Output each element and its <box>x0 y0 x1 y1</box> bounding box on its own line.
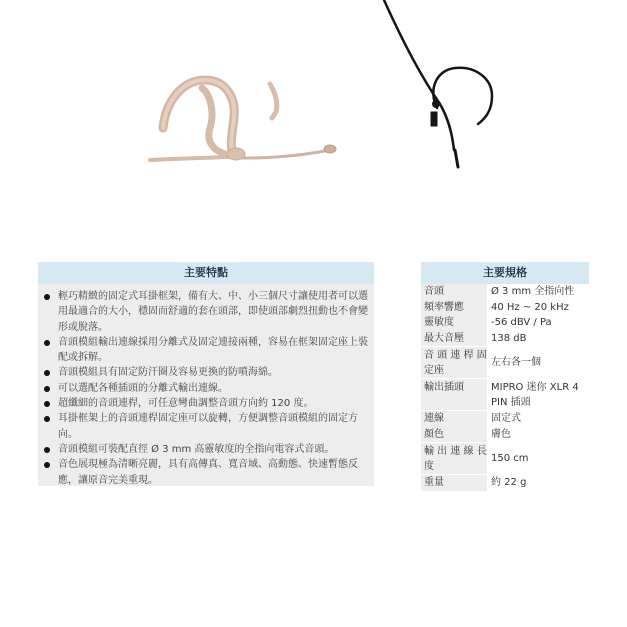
spec-row <box>421 427 589 443</box>
spec-row <box>421 315 589 331</box>
spec-label: 頻率響應 <box>421 300 487 316</box>
earhook-headset-tan-image <box>150 80 336 160</box>
feature-text: 音頭模組可裝配直徑 Ø 3 mm 高靈敏度的全指向電容式音頭。 <box>58 443 335 455</box>
spec-value: 138 dB <box>491 332 527 344</box>
spec-value: Ø 3 mm 全指向性 <box>491 286 575 298</box>
spec-value: -56 dBV / Pa <box>491 317 552 329</box>
feature-text: 輕巧精緻的固定式耳掛框架，備有大、中、小三個尺寸讓使用者可以選用最適合的大小，穩固而舒適的套在頭部，即使頭部劇烈扭動也不會變形或脫落。 <box>58 291 368 333</box>
feature-text: 耳掛框架上的音頭連桿固定座可以旋轉，方便調整音頭模組的固定方向。 <box>58 413 358 440</box>
feature-item <box>42 442 368 457</box>
earhook-headset-black-image <box>384 0 492 167</box>
feature-item <box>42 457 368 488</box>
spec-value: 左右各一個 <box>491 357 541 368</box>
spec-value: 40 Hz ~ 20 kHz <box>491 301 569 313</box>
spec-value: 150 cm <box>491 453 529 464</box>
feature-text: 可以選配各種插頭的分離式輸出連線。 <box>58 382 228 394</box>
spec-label: 顏色 <box>421 427 487 443</box>
feature-item <box>42 365 368 380</box>
spec-label: 靈敏度 <box>421 315 487 331</box>
spec-value: 約 22 g <box>491 477 527 489</box>
spec-row <box>421 331 589 347</box>
spec-value: 固定式 <box>491 413 521 425</box>
product-photos <box>0 0 627 240</box>
specs-panel <box>421 262 589 491</box>
feature-text: 超纖細的音頭連桿，可任意彎曲調整音頭方向約 120 度。 <box>58 398 314 410</box>
bullet-icon <box>44 401 50 407</box>
feature-text: 音色展現極為清晰亮麗，具有高傳真、寬音域、高動態、快速暫態反應，讓原音完美重現。 <box>58 459 358 486</box>
specs-title: 主要規格 <box>421 262 589 284</box>
bullet-icon <box>44 447 50 453</box>
features-list <box>38 284 374 488</box>
spec-label: 連線 <box>421 411 487 427</box>
feature-item <box>42 396 368 411</box>
features-panel <box>38 262 374 486</box>
feature-text: 音頭模組具有固定防汗圈及容易更換的防噴海綿。 <box>58 367 278 379</box>
spec-label: 輸出插頭 <box>421 379 487 410</box>
bullet-icon <box>44 294 50 300</box>
feature-item <box>42 289 368 335</box>
bullet-icon <box>44 370 50 376</box>
spec-row <box>421 379 589 410</box>
spec-row <box>421 411 589 427</box>
spec-label: 最大音壓 <box>421 331 487 347</box>
feature-item <box>42 335 368 366</box>
spec-label: 重量 <box>421 475 487 491</box>
feature-item <box>42 381 368 396</box>
spec-row <box>421 284 589 300</box>
spec-value: MIPRO 迷你 XLR 4 PIN 插頭 <box>491 381 579 408</box>
spec-row <box>421 475 589 491</box>
spec-label: 音頭 <box>421 284 487 300</box>
spec-row <box>421 443 589 474</box>
spec-value: 膚色 <box>491 428 511 440</box>
spec-label: 音 頭 連 桿 固定座 <box>421 347 487 378</box>
bullet-icon <box>44 386 50 392</box>
bullet-icon <box>44 462 50 468</box>
bullet-icon <box>44 340 50 346</box>
product-images <box>0 0 627 240</box>
spec-row <box>421 347 589 378</box>
spec-label: 輸 出 連 線 長度 <box>421 443 487 474</box>
feature-text: 音頭模組輸出連線採用分離式及固定連接兩種，容易在框架固定座上裝配或拆解。 <box>58 336 368 364</box>
spec-row <box>421 300 589 316</box>
bullet-icon <box>44 416 50 422</box>
features-title: 主要特點 <box>38 262 374 284</box>
feature-item <box>42 411 368 442</box>
